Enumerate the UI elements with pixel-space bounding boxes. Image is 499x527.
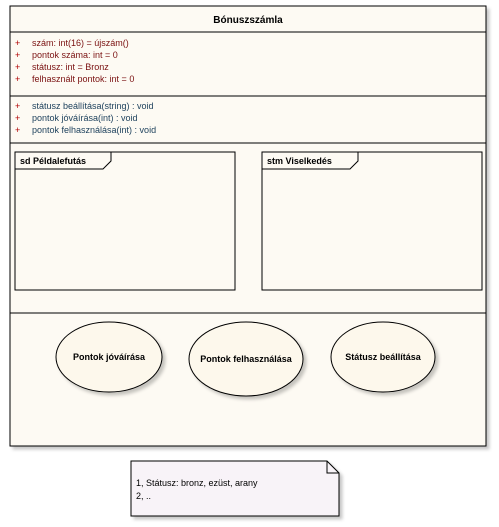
operation-text[interactable]: pontok jóváírása(int) : void — [32, 113, 138, 123]
state-machine-frame[interactable] — [262, 152, 482, 290]
note-line: 1, Státusz: bronz, ezüst, arany — [136, 478, 258, 488]
class-box[interactable] — [10, 6, 486, 446]
operation-visibility: + — [15, 125, 21, 135]
attribute-text[interactable]: státusz: int = Bronz — [32, 62, 109, 72]
use-case-label: Pontok jóváírása — [72, 352, 146, 362]
note[interactable] — [131, 461, 339, 516]
frame-label: sd Példalefutás — [20, 156, 87, 166]
attribute-visibility: + — [15, 50, 21, 60]
attribute-visibility: + — [15, 74, 21, 84]
attribute-text[interactable]: szám: int(16) = újszám() — [32, 38, 129, 48]
frame-border — [262, 152, 482, 290]
note-body — [131, 461, 339, 516]
use-case-label: Státusz beállítása — [345, 352, 421, 362]
use-case-pontok-felhasznalasa[interactable] — [189, 322, 303, 396]
use-case-label: Pontok felhasználása — [200, 354, 292, 364]
class-name: Bónuszszámla — [213, 15, 283, 26]
operation-text[interactable]: pontok felhasználása(int) : void — [32, 125, 157, 135]
sequence-diagram-frame[interactable] — [15, 152, 235, 290]
use-case-statusz-beallitasa[interactable] — [331, 322, 435, 392]
attribute-text[interactable]: pontok száma: int = 0 — [32, 50, 118, 60]
attribute-visibility: + — [15, 38, 21, 48]
frame-border — [15, 152, 235, 290]
operation-visibility: + — [15, 101, 21, 111]
operation-visibility: + — [15, 113, 21, 123]
frame-label: stm Viselkedés — [267, 156, 332, 166]
attribute-text[interactable]: felhasznált pontok: int = 0 — [32, 74, 135, 84]
note-line: 2, .. — [136, 491, 152, 501]
operation-text[interactable]: státusz beállítása(string) : void — [32, 101, 154, 111]
use-case-pontok-jovairasa[interactable] — [56, 322, 162, 392]
operation-list — [15, 101, 156, 135]
attribute-visibility: + — [15, 62, 21, 72]
